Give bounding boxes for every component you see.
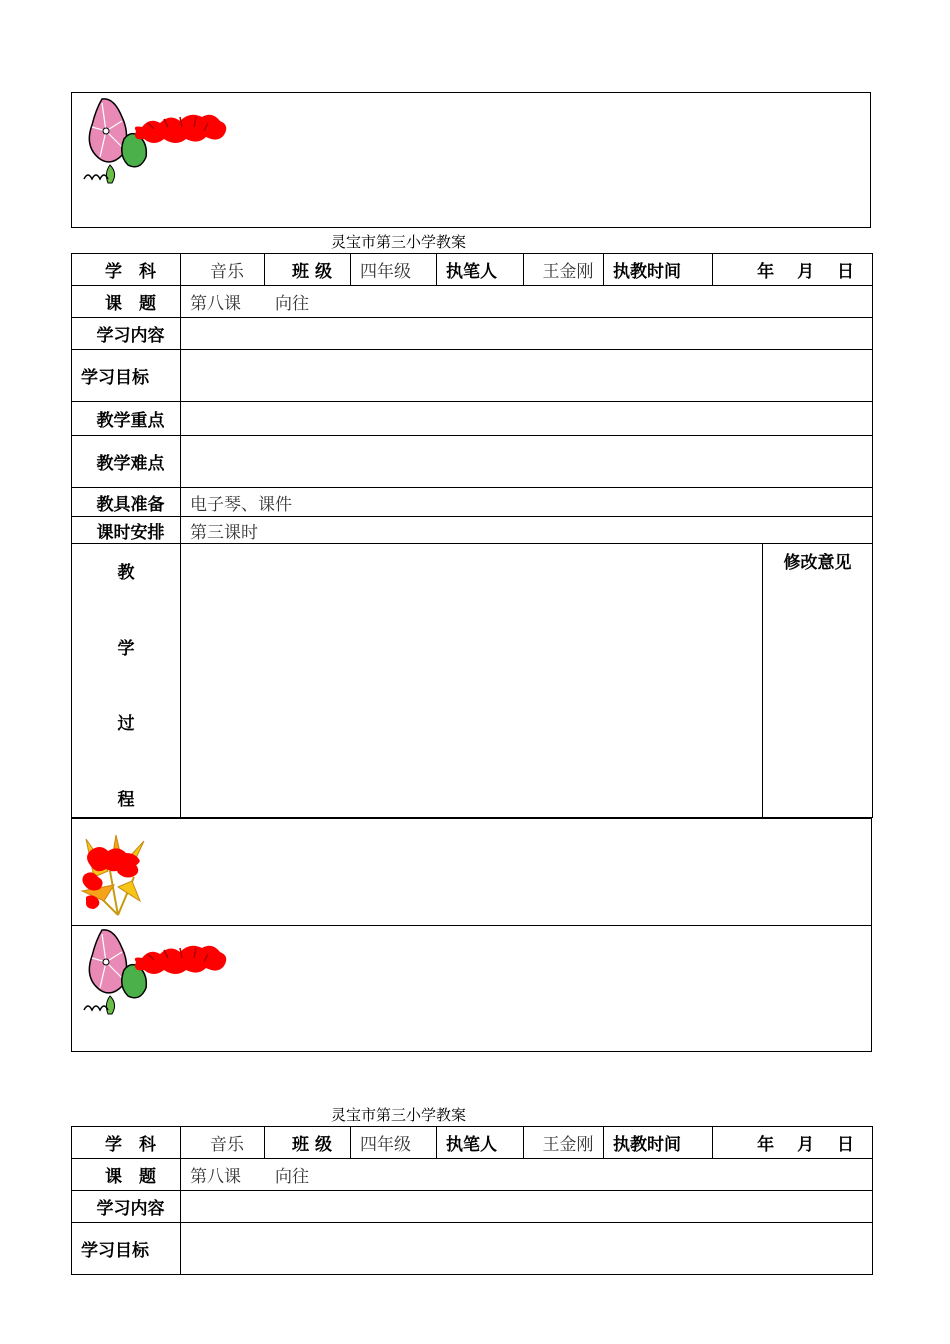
class-value-2: 四年级 [351,1127,437,1159]
author-label: 执笔人 [437,254,524,286]
lesson-label-2: 课 题 [72,1159,181,1191]
lesson-value: 第八课 向往 [181,286,873,318]
subject-value-2: 音乐 [181,1127,265,1159]
tools-value: 电子琴、课件 [181,488,873,517]
date-value-2: 年 月 日 [713,1127,873,1159]
content-row [72,318,873,350]
schedule-row [72,517,873,544]
class-value: 四年级 [351,254,437,286]
lesson-row-2 [72,1159,873,1191]
homework-box [71,818,872,926]
lesson-label: 课 题 [72,286,181,318]
class-label: 班 级 [265,254,351,286]
morning-glory-icon [78,95,248,187]
tools-row [72,488,873,517]
subject-label: 学 科 [72,254,181,286]
difficult-value [181,436,873,488]
goal-label: 学习目标 [72,350,181,402]
schedule-label: 课时安排 [72,517,181,544]
lily-flower-icon [80,831,164,917]
lesson-value-2: 第八课 向往 [181,1159,873,1191]
schedule-value: 第三课时 [181,517,873,544]
time-label-2: 执教时间 [604,1127,713,1159]
author-label-2: 执笔人 [437,1127,524,1159]
subject-value: 音乐 [181,254,265,286]
author-value: 王金刚 [524,254,604,286]
teaching-reflection-box-2 [71,925,872,1052]
process-char-3: 过 [117,714,135,735]
key-row [72,402,873,436]
key-label: 教学重点 [72,402,181,436]
difficult-row [72,436,873,488]
time-label: 执教时间 [604,254,713,286]
revision-label: 修改意见 [763,544,873,818]
class-label-2: 班 级 [265,1127,351,1159]
content-value [181,318,873,350]
content-label: 学习内容 [72,318,181,350]
author-value-2: 王金刚 [524,1127,604,1159]
content-value-2 [181,1191,873,1223]
process-char-1: 教 [117,563,135,583]
lesson-row [72,286,873,318]
goal-value [181,350,873,402]
teaching-reflection-box [71,92,871,228]
goal-value-2 [181,1223,873,1275]
school-title: 灵宝市第三小学教案 [331,233,467,251]
content-row-2 [72,1191,873,1223]
date-value: 年 月 日 [713,254,873,286]
morning-glory-icon-2 [78,926,248,1018]
tools-label: 教具准备 [72,488,181,517]
difficult-label: 教学难点 [72,436,181,488]
content-label-2: 学习内容 [72,1191,181,1223]
school-title-2: 灵宝市第三小学教案 [331,1106,467,1124]
goal-row-2 [72,1223,873,1275]
process-label-cell [72,544,181,818]
header-row-2 [72,1127,873,1159]
goal-label-2: 学习目标 [72,1223,181,1275]
key-value [181,402,873,436]
subject-label-2: 学 科 [72,1127,181,1159]
lesson-plan-table [71,253,873,818]
header-row [72,254,873,286]
process-char-4: 程 [117,789,135,810]
process-char-2: 学 [117,638,135,659]
lesson-plan-table-2 [71,1126,873,1275]
process-content [181,544,763,818]
goal-row [72,350,873,402]
process-row [72,544,873,818]
